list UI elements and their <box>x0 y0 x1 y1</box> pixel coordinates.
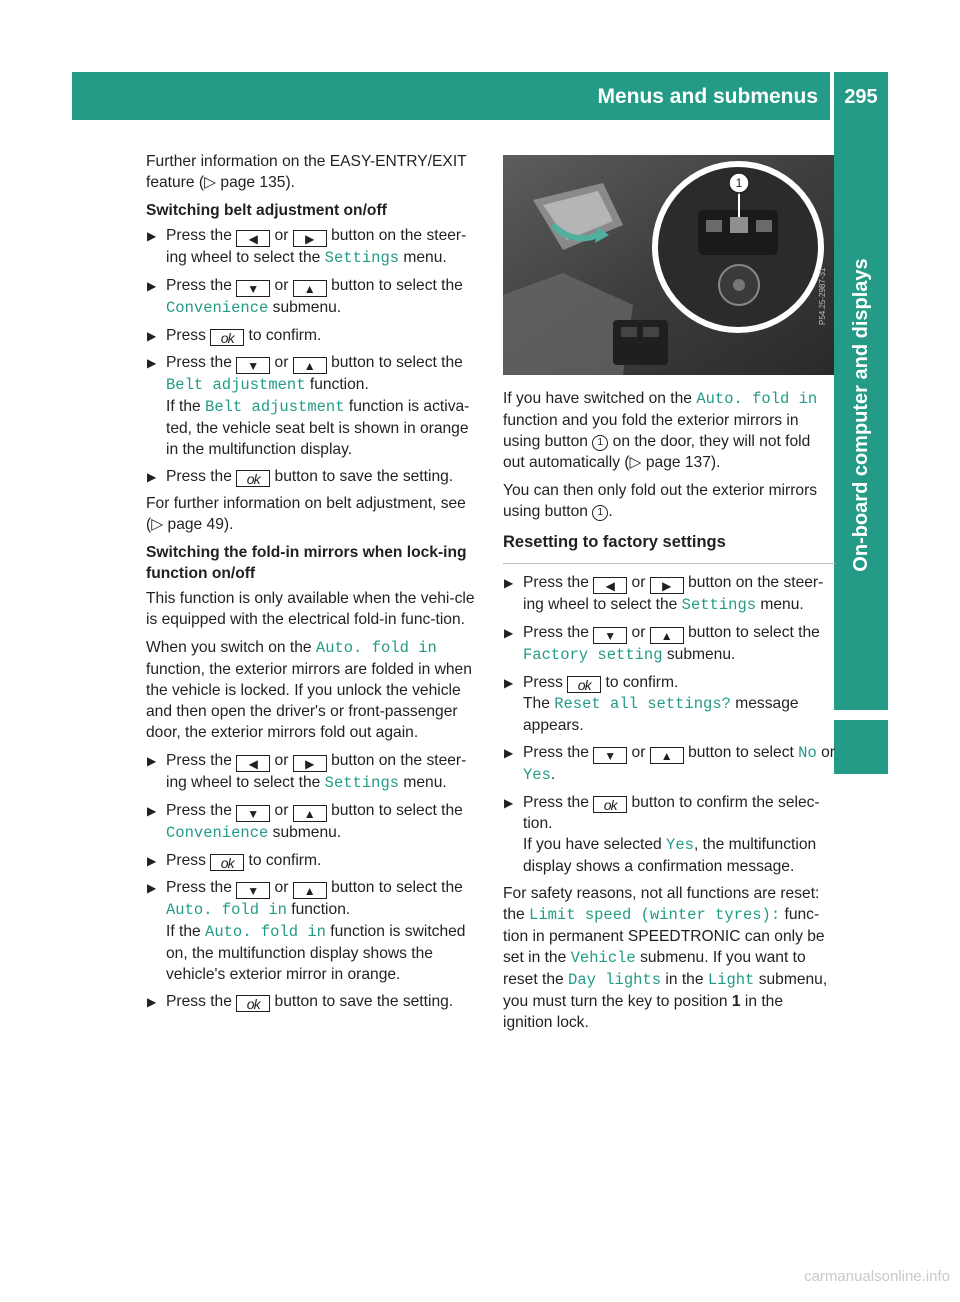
page-number-box <box>834 72 888 120</box>
step: ▶ Press the ◀ or ▶ button on the steer-ing wheel to select the Settings menu. <box>147 227 467 267</box>
up-arrow-key-icon: ▲ <box>293 882 327 899</box>
step-arrow-icon: ▶ <box>504 676 514 690</box>
step-arrow-icon: ▶ <box>147 754 157 768</box>
watermark: carmanualsonline.info <box>804 1268 950 1285</box>
fold-in-door-note: If you have switched on the Auto. fold in function and you fold the exterior mirrors in using button 1 on the door, they will not fold out automatically (▷ page 137). <box>503 390 818 471</box>
down-arrow-key-icon: ▼ <box>593 627 627 644</box>
step-arrow-icon: ▶ <box>504 576 514 590</box>
page-number: 295 <box>844 86 878 108</box>
belt-more-info: For further information on belt adjustment, see (▷ page 49). <box>146 495 466 533</box>
ok-key-icon: ok <box>210 329 244 346</box>
step-arrow-icon: ▶ <box>147 854 157 868</box>
step: ▶ Press the ▼ or ▲ button to select the Convenience submenu. <box>147 277 463 317</box>
step-arrow-icon: ▶ <box>147 995 157 1009</box>
down-arrow-key-icon: ▼ <box>593 747 627 764</box>
down-arrow-key-icon: ▼ <box>236 882 270 899</box>
step: ▶ Press the ▼ or ▲ button to select the Belt adjustment function. If the Belt adjustment function is activa-ted, the vehicle seat belt is shown in orange in the multifunction display. <box>147 354 470 458</box>
step-arrow-icon: ▶ <box>147 356 157 370</box>
right-arrow-key-icon: ▶ <box>293 230 327 247</box>
step-arrow-icon: ▶ <box>504 796 514 810</box>
up-arrow-key-icon: ▲ <box>293 280 327 297</box>
photo-code: P54.25-2987-31 <box>818 267 827 325</box>
up-arrow-key-icon: ▲ <box>293 357 327 374</box>
left-arrow-key-icon: ◀ <box>593 577 627 594</box>
header-bar <box>72 72 830 120</box>
step: ▶ Press the ▼ or ▲ button to select the Convenience submenu. <box>147 802 463 842</box>
step-arrow-icon: ▶ <box>147 229 157 243</box>
down-arrow-key-icon: ▼ <box>236 805 270 822</box>
right-arrow-key-icon: ▶ <box>293 755 327 772</box>
step-arrow-icon: ▶ <box>147 470 157 484</box>
step-arrow-icon: ▶ <box>147 279 157 293</box>
heading-fold-in: Switching the fold-in mirrors when lock-ing function on/off <box>146 544 467 582</box>
safety-note: For safety reasons, not all functions are reset: the Limit speed (winter tyres): func-tion in permanent SPEEDTRONIC can only be set in the Vehicle submenu. If you want to reset the Day lights in the Light submenu, you must turn the key to position 1 in the ignition lock. <box>503 885 828 1031</box>
down-arrow-key-icon: ▼ <box>236 280 270 297</box>
ok-key-icon: ok <box>593 796 627 813</box>
step-arrow-icon: ▶ <box>147 804 157 818</box>
left-arrow-key-icon: ◀ <box>236 755 270 772</box>
step: ▶ Press ok to confirm. <box>147 852 322 871</box>
step: ▶ Press the ▼ or ▲ button to select the Auto. fold in function. If the Auto. fold in function is switched on, the multifunction display shows the vehicle's exterior mirror in orange. <box>147 879 466 983</box>
heading-factory-reset: Resetting to factory settings <box>503 532 835 564</box>
step: ▶ Press the ◀ or ▶ button on the steer-ing wheel to select the Settings menu. <box>147 752 467 792</box>
fold-in-description: When you switch on the Auto. fold in function, the exterior mirrors are folded in when the vehicle is locked. If you unlock the vehicle and then open the driver's or front-passenger door, the exterior mirrors fold out again. <box>146 639 472 741</box>
fold-out-note: You can then only fold out the exterior mirrors using button 1 . <box>503 482 818 520</box>
step: ▶ Press the ▼ or ▲ button to select No or Yes. <box>504 744 835 784</box>
ok-key-icon: ok <box>236 995 270 1012</box>
chapter-label: On-board computer and displays <box>850 258 872 572</box>
step: ▶ Press the ▼ or ▲ button to select the Factory setting submenu. <box>504 624 820 664</box>
step-arrow-icon: ▶ <box>147 881 157 895</box>
up-arrow-key-icon: ▲ <box>650 627 684 644</box>
step-arrow-icon: ▶ <box>504 746 514 760</box>
left-column <box>146 151 482 1018</box>
callout-1-icon: 1 <box>592 435 608 451</box>
up-arrow-key-icon: ▲ <box>650 747 684 764</box>
ok-key-icon: ok <box>210 854 244 871</box>
step: ▶ Press ok to confirm. <box>147 327 322 346</box>
step: ▶ Press the ◀ or ▶ button on the steer-ing wheel to select the Settings menu. <box>504 574 824 614</box>
chapter-marker <box>834 720 888 774</box>
photo-callout: 1 <box>735 176 743 190</box>
intro-paragraph: Further information on the EASY-ENTRY/EXIT feature (▷ page 135). <box>146 153 467 191</box>
down-arrow-key-icon: ▼ <box>236 357 270 374</box>
right-arrow-key-icon: ▶ <box>650 577 684 594</box>
step-arrow-icon: ▶ <box>147 329 157 343</box>
ok-key-icon: ok <box>567 676 601 693</box>
step: ▶ Press the ok button to save the setting. <box>147 468 454 487</box>
up-arrow-key-icon: ▲ <box>293 805 327 822</box>
step: ▶ Press the ok button to confirm the selec-tion. If you have selected Yes, the multifunction display shows a confirmation message. <box>504 794 820 875</box>
ok-key-icon: ok <box>236 470 270 487</box>
callout-1-icon: 1 <box>592 505 608 521</box>
section-title: Menus and submenus <box>597 85 818 108</box>
availability-note: This function is only available when the vehi-cle is equipped with the electrical fold-in func-tion. <box>146 590 475 628</box>
step-arrow-icon: ▶ <box>504 626 514 640</box>
step: ▶ Press ok to confirm. The Reset all settings? message appears. <box>504 674 799 734</box>
door-mirror-switch-photo <box>503 155 834 375</box>
heading-belt: Switching belt adjustment on/off <box>146 202 387 219</box>
right-column <box>503 388 835 1040</box>
step: ▶ Press the ok button to save the setting. <box>147 993 454 1012</box>
left-arrow-key-icon: ◀ <box>236 230 270 247</box>
